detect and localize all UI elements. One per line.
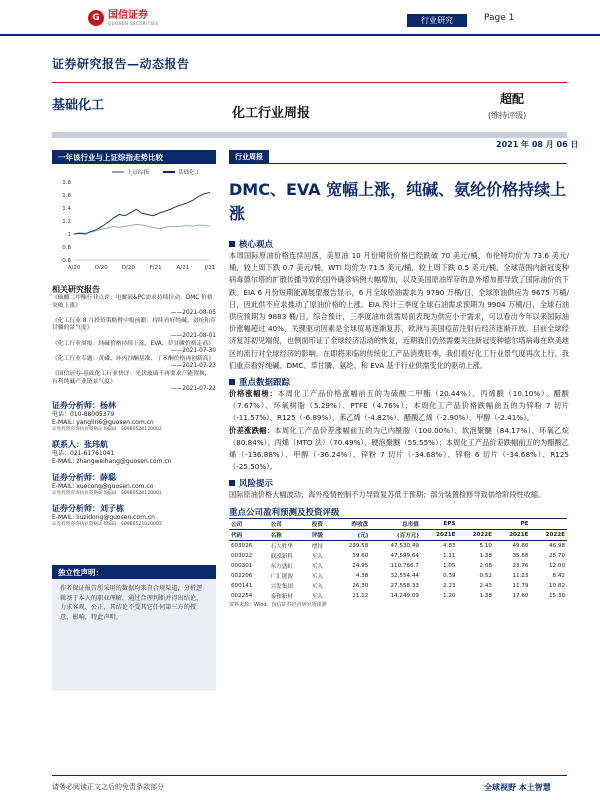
legend-swatch (112, 171, 124, 173)
related-date: ——2021-08-05 (170, 310, 216, 317)
table-cell: 石大胜华 (270, 543, 293, 550)
table-cell: 0.39 (442, 572, 456, 579)
report-type: 化工行业周报 (232, 106, 311, 121)
table-header-cell: 总市值 (402, 521, 419, 528)
left-column (52, 150, 216, 528)
right-body (229, 238, 569, 608)
table-cell: 泰和新材 (270, 593, 293, 600)
table-cell: 联泓新科 (270, 553, 293, 560)
rating: 超配 (500, 92, 525, 106)
related-text: 《化工行业 8 月投资策略暨中报前瞻：持续看好纯碱、氨纶和草甘膦的景气度》 (52, 317, 216, 332)
table-header-cell (530, 518, 567, 529)
table-cell: 买入 (311, 573, 323, 580)
analyst-role: 证券分析师：刘子栋 (52, 503, 124, 513)
series-title: 证券研究报告—动态报告 (52, 57, 190, 71)
table-row (229, 581, 567, 591)
x-tick-label: A/20 (67, 265, 81, 271)
table-cell: 买入 (311, 553, 323, 560)
table-cell: 14,249.09 (390, 592, 419, 599)
data-section-title (229, 376, 569, 388)
price-up-paragraph (229, 388, 569, 425)
table-cell: 10.82 (548, 582, 565, 589)
table-cell: 11.79 (512, 582, 529, 589)
analyst-block (52, 439, 216, 466)
legend-label: 上证综指 (127, 170, 150, 176)
analyst-email: E-MAIL: liuzidong@guosen.com.cn (52, 513, 155, 521)
table-header-cell: 名称 (270, 532, 282, 539)
legend-label: 基础化工 (178, 170, 201, 176)
related-date: ——2021-07-22 (170, 386, 216, 393)
table-cell: 21.12 (352, 592, 369, 599)
table-row (229, 561, 567, 571)
right-tag: 行业周报 (229, 150, 269, 163)
table-row (229, 551, 567, 561)
table-header-row (229, 529, 567, 540)
y-tick-label: 1.6 (62, 193, 71, 199)
analyst-email: E-MAIL: yanglin6@guosen.com.cn (52, 418, 154, 426)
table-cell: 39.60 (352, 552, 369, 559)
table-cell: 买入 (311, 563, 323, 570)
table-cell: 2.43 (479, 582, 492, 589)
table-header-cell: (元) (357, 532, 369, 539)
price-up-text: 本周化工产品价格涨幅前五的为硫酸二甲酯（20.44%）、丙烯酸（10.10%）、醋酸（7.67%）、环氧树脂（5.29%）、PTFE（4.76%）；本周化工产品价格跌幅前五的为锌粉 7 切片（-11.57%）、R125（-6.89%）、苯乙烯（-4.82%）、醋酸乙烯（-2.90%）、甲醇（-2.41%）。 (229, 389, 569, 423)
table-header-cell: PE (520, 520, 529, 527)
spread-label: 价差涨跌幅： (229, 425, 275, 435)
table-header-cell (457, 518, 494, 529)
table-cell: 600141 (231, 582, 253, 589)
table-header-cell: 公司 (270, 521, 282, 528)
table-row (229, 591, 567, 601)
y-tick-label: 0.6 (62, 258, 71, 264)
header-divider (0, 34, 600, 36)
brand-name: 国信证券 (108, 9, 148, 21)
sector-name: 基础化工 (52, 98, 105, 113)
table-cell: 002206 (231, 572, 253, 579)
table-cell: 27,558.33 (390, 582, 419, 589)
table-header-cell: (百万元) (397, 532, 419, 539)
table-cell: 广汇能源 (270, 573, 293, 580)
table-cell: 1.05 (442, 562, 456, 569)
table-cell: 1.38 (479, 552, 492, 559)
table-header-cell: 公司 (231, 521, 243, 528)
related-date: ——2021-07-23 (170, 363, 216, 370)
table-cell: 买入 (311, 583, 323, 590)
related-text: 《化工行业专题：黄磷、环丙沙酮基准、丁苯酮价格再创新高》 (52, 355, 215, 362)
y-tick-label: 1.4 (62, 206, 71, 212)
bullet-icon (229, 480, 235, 486)
table-cell: 1.11 (442, 552, 456, 559)
analyst-block (52, 503, 216, 528)
page-number: Page 1 (484, 13, 515, 23)
bullet-icon (229, 379, 235, 385)
table-cell: 15.30 (548, 592, 565, 599)
related-date: ——2021-07-30 (170, 348, 216, 355)
table-header-cell: 2021E (436, 531, 456, 538)
analyst-phone: 电话：021-61761041 (52, 449, 115, 457)
table-header-cell: 投资 (311, 521, 323, 528)
footer-slogan: 全球视野 本土智慧 (484, 783, 551, 792)
risk-section-title (229, 477, 569, 489)
trend-chart (52, 176, 216, 276)
red-divider (52, 82, 567, 83)
analyst-phone: 电话：010-88005379 (52, 410, 115, 418)
legend-swatch (163, 171, 175, 173)
related-text: 《硫酸二甲酯行业点评：电解液&PC需求持续拉动，DMC 价格突破上涨》 (52, 295, 213, 309)
table-cell: 47,530.49 (390, 542, 419, 549)
disclaimer-title: 独立性声明： (52, 565, 216, 579)
related-list (52, 295, 216, 394)
table-cell: 1.20 (442, 592, 456, 599)
disclaimer-box (52, 565, 216, 691)
table-header-cell: 代码 (231, 532, 243, 539)
table-cell: 东方盛虹 (270, 563, 293, 570)
x-tick-label: O/20 (94, 265, 108, 271)
table-header-cell: 2022E (472, 531, 492, 538)
table-cell: 000301 (231, 562, 253, 569)
x-tick-label: A/21 (176, 265, 190, 271)
brand-mark-icon: G (88, 10, 104, 26)
bullet-icon (229, 241, 235, 247)
analyst-role: 证券分析师：杨林 (52, 400, 116, 410)
table-cell: 8.42 (552, 572, 565, 579)
table-cell: 110,766.7 (390, 562, 419, 569)
forecast-table (229, 518, 567, 601)
table-cell: 12.00 (548, 562, 565, 569)
price-up-label: 价格涨幅榜： (229, 389, 278, 399)
table-cell: 28.70 (548, 552, 565, 559)
table-cell: 23.76 (512, 562, 529, 569)
spread-text: 本周化工产品价差涨幅前五的为己内酰胺（100.00%）、软泡聚醚（84.17%）、环氧乙烷（80.84%）、丙烯（MTO 法）（70.49%）、硬泡聚醚（55.55%）；本周化工产品价差跌幅前五的为醋酸乙烯（-136.88%）、甲醇（-36.24%）、锌粉 7 切片（-34.68%）、锌粉 6 切片（-34.68%）、R125（-25.50%）。 (229, 425, 569, 472)
table-header-cell: 2022E (545, 531, 565, 538)
brand-subtitle: GUOSEN SECURITIES (108, 20, 159, 26)
risk-title-text: 风险提示 (239, 479, 274, 490)
brand-logo (88, 10, 158, 26)
core-section-title (229, 238, 569, 250)
analyst-cert: 证券投资咨询执业资格证书编码：S0980520120001 (52, 490, 162, 496)
table-row (229, 540, 567, 551)
table-cell: 2.08 (479, 562, 492, 569)
legend-item (112, 168, 149, 176)
table-source: 资料来源：Wind、国信证券经济研究所预测 (229, 601, 327, 608)
table-cell: 2.23 (442, 582, 456, 589)
y-tick-label: 1.8 (62, 180, 71, 186)
related-item (52, 356, 216, 371)
related-item (52, 295, 216, 318)
table-header-cell: 昨收盘 (351, 521, 369, 528)
table-cell: 17.60 (512, 592, 529, 599)
table-header-cell: 评级 (311, 532, 323, 539)
right-divider (229, 163, 567, 164)
main-title: DMC、EVA 宽幅上涨，纯碱、氨纶价格持续上涨 (229, 180, 567, 223)
table-cell: 32,554.44 (390, 572, 419, 579)
related-text: 《国信证券-基础化工行业快评：光伏玻璃不再要求产能置换，有利纯碱产业链景气度》 (52, 370, 211, 385)
core-title-text: 核心观点 (239, 240, 274, 250)
header-tag: 行业研究 (407, 14, 467, 27)
table-cell: 增持 (311, 543, 323, 550)
table-cell: 35.68 (512, 552, 529, 559)
table-cell: 46.98 (548, 542, 565, 549)
series-line-1 (74, 192, 210, 234)
related-item (52, 341, 216, 356)
table-cell: 4.83 (442, 542, 456, 549)
chart-legend (112, 168, 216, 176)
core-text: 本周国际原油价格连续回落，美原油 10 月份期货价格已经跌破 70 美元/桶，布伦特均价为 73.6 美元/桶，较上周下跌 0.7 美元/桶，WTI 均价为 71.5 美元/桶，较上周下跌 0.5 美元/桶，全球范围内新冠变种病毒德尔塔的扩散传播导致的国外确诊病例大幅增加，以及美国原油库存的意外增加都导致了国际油价的下跌。EIA 6 月份短期能源展望报告显示，6 月全球原油需求为 9790 万桶/日，全球原油供应为 9675 万桶/日，因此供不应求推动了原油价格的上涨。EIA 预计三季度全球石油需求预期为 9904 万桶/日，全球石油供应预期为 9883 桶/日，综合预计，三季度油市供需局面表现为供应小于需求，可以看出今年以来国际油价涨幅超过 40%，关键驱动因素是全球贸易逐渐复苏，欧洲与美国疫苗注射后经济逐渐开放。目前全球经济复苏初见端倪，也侧面印证了全球经济活动的恢复，近期我们仍然需要关注新冠变种德尔塔病毒在欧美地区的流行对全球经济的影响。在即将来临的传统化工产品消费旺季，我们看好化工行业景气度再次上行，我们重点看好纯碱、DMC、草甘膦、氨纶、和 EVA 基于行业供需变化的驱动上涨。 (229, 251, 569, 370)
table-cell: 26.30 (352, 582, 369, 589)
table-title: 重点公司盈利预测及投资评级 (229, 507, 340, 518)
related-item (52, 318, 216, 341)
y-tick-label: 0.8 (62, 245, 71, 251)
related-date: ——2021-08-01 (170, 332, 216, 339)
table-header-cell: 2021E (509, 531, 529, 538)
footer-disclaimer: 请务必阅读正文之后的免责条款部分 (52, 783, 164, 791)
table-row (229, 571, 567, 581)
y-tick-label: 1.2 (62, 219, 71, 225)
analyst-email: E-MAIL: xuecong@guosen.com.cn (52, 482, 154, 490)
table-cell: 兴发集团 (270, 583, 293, 590)
table-cell: 003022 (231, 552, 253, 559)
analyst-role: 联系人：张玮航 (52, 439, 108, 449)
disclaimer-text: 作者保证报告所采用的数据均来自合规渠道，分析逻辑基于本人的职业理解，通过合理判断并得出结论，力求客观、公正，其结论不受其它任何第三方的授意、影响，特此声明。 (52, 579, 216, 691)
analyst-cert: 证券投资咨询执业资格证书编码：S0980520120002 (52, 426, 162, 432)
table-cell: 11.23 (512, 572, 529, 579)
risk-text: 国际原油价格大幅波动；海外疫情控制不力导致复苏低于预期；部分装置检修导致供给阶段性收缩。 (229, 490, 546, 500)
related-title: 相关研究报告 (52, 285, 100, 294)
table-cell: 24.95 (352, 562, 369, 569)
analyst-block (52, 400, 216, 433)
table-cell: 4.38 (355, 572, 369, 579)
analyst-block (52, 472, 216, 497)
table-cell: 603026 (231, 542, 253, 549)
related-text: 《化工行业周报：纯碱价格持续上涨，EVA、草甘膦价格走高》 (52, 340, 214, 347)
table-cell: 49.60 (512, 542, 529, 549)
y-tick-label: 1 (67, 232, 71, 238)
x-tick-label: F/21 (149, 265, 162, 271)
table-cell: 5.10 (479, 542, 492, 549)
table-header-cell: EPS (443, 520, 456, 527)
spread-paragraph (229, 425, 569, 474)
analyst-list (52, 400, 216, 528)
series-line-0 (74, 224, 210, 234)
chart-box-title: 一年该行业与上证综指走势比较 (52, 150, 216, 164)
data-title-text: 重点数据跟踪 (239, 378, 291, 389)
x-tick-label: J/21 (204, 265, 216, 271)
table-cell: 47,599.64 (390, 552, 419, 559)
report-date: 2021 年 08 月 06 日 (496, 140, 579, 149)
table-cell: 002254 (231, 592, 253, 599)
gray-band (52, 132, 567, 138)
table-cell: 0.52 (479, 572, 492, 579)
analyst-cert: 证券投资咨询执业资格证书编码：S0980521020002 (52, 521, 162, 527)
related-item (52, 371, 216, 394)
table-cell: 买入 (311, 593, 323, 600)
footer-divider (52, 775, 567, 776)
legend-item (163, 168, 200, 176)
x-tick-label: D/20 (121, 265, 135, 271)
analyst-email: E-MAIL: zhangweihang@guosen.com.cn (52, 457, 172, 465)
table-cell: 239.58 (348, 542, 369, 549)
table-cell: 1.38 (479, 592, 492, 599)
analyst-role: 证券分析师：薛聪 (52, 472, 116, 482)
rating-subtitle: (维持评级) (488, 111, 527, 120)
table-header-row (229, 518, 567, 529)
